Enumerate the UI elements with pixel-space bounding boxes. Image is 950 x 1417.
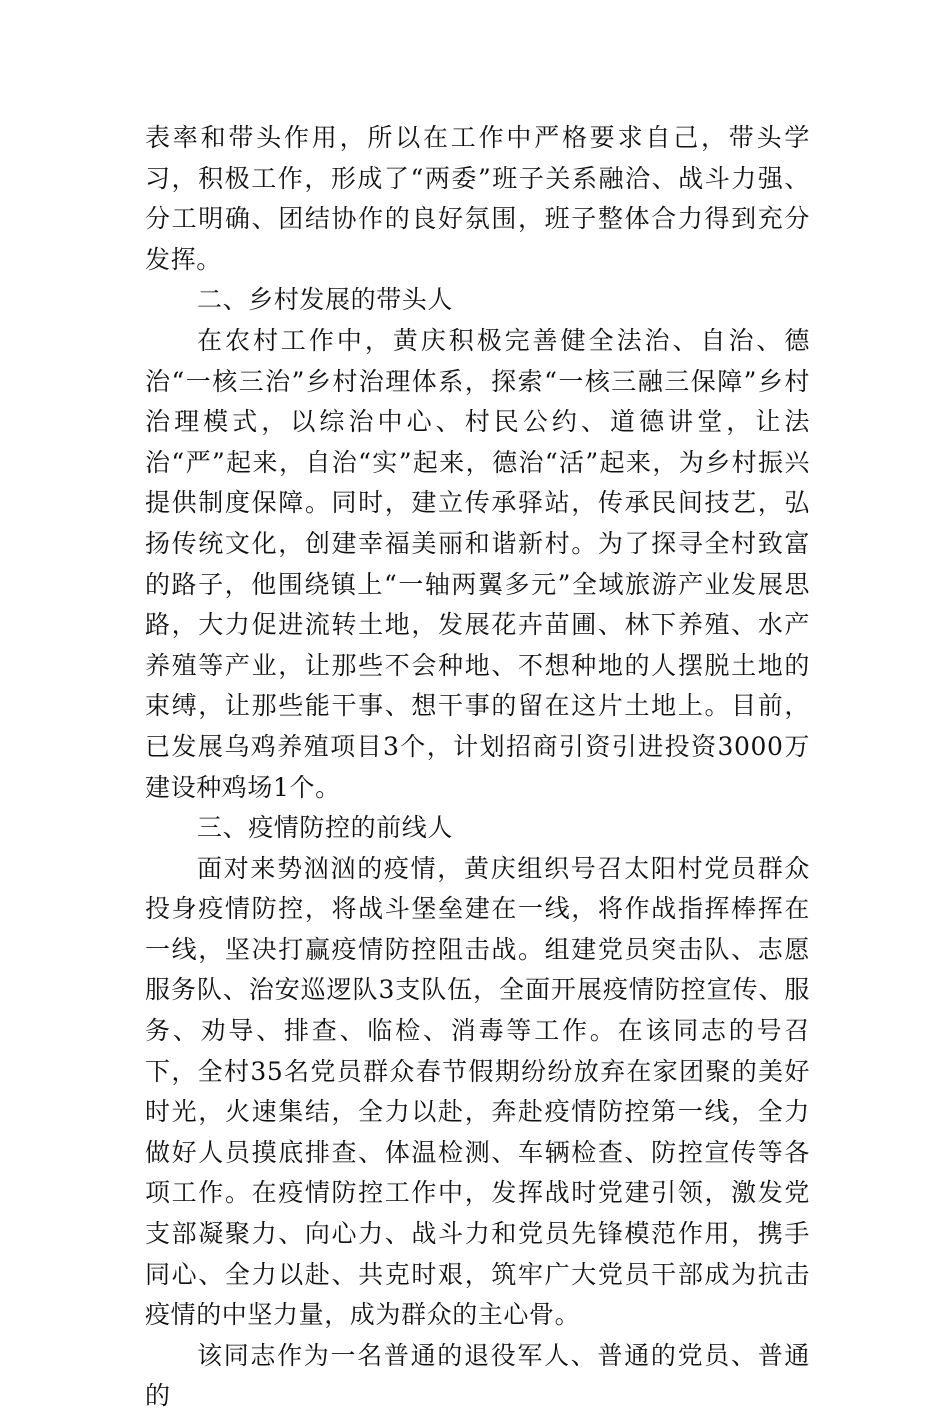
section-heading-rural-development: 二、乡村发展的带头人 — [197, 285, 454, 315]
body-paragraph-rural-governance: 在农村工作中，黄庆积极完善健全法治、自治、德治“一核三治”乡村治理体系，探索“一核三融三保障”乡村治理模式，以综治中心、村民公约、道德讲堂，让法治“严”起来，自治“实”起来，德治“活”起来，为乡村振兴提供制度保障。同时，建立传承驿站，传承民间技艺，弘扬传统文化，创建幸福美丽和谐新村。为了探寻全村致富的路子，他围绕镇上“一轴两翼多元”全域旅游产业发展思路，大力促进流转土地，发展花卉苗圃、林下养殖、水产养殖等产业，让那些不会种地、不想种地的人摆脱土地的束缚，让那些能干事、想干事的留在这片土地上。目前，已发展乌鸡养殖项目3个，计划招商引资引进投资3000万建设种鸡场1个。 — [145, 325, 810, 802]
body-paragraph-summary: 该同志作为一名普通的退役军人、普通的党员、普通的 — [145, 1340, 810, 1411]
section-heading-epidemic-control: 三、疫情防控的前线人 — [197, 813, 454, 843]
continuation-paragraph: 表率和带头作用，所以在工作中严格要求自己，带头学习，积极工作，形成了“两委”班子关系融洽、战斗力强、分工明确、团结协作的良好氛围，班子整体合力得到充分发挥。 — [145, 123, 810, 274]
body-paragraph-epidemic-control: 面对来势汹汹的疫情，黄庆组织号召太阳村党员群众投身疫情防控，将战斗堡垒建在一线，将作战指挥棒挥在一线，坚决打赢疫情防控阻击战。组建党员突击队、志愿服务队、治安巡逻队3支队伍，全面开展疫情防控宣传、服务、劝导、排查、临检、消毒等工作。在该同志的号召下，全村35名党员群众春节假期纷纷放弃在家团聚的美好时光，火速集结，全力以赴，奔赴疫情防控第一线，全力做好人员摸底排查、体温检测、车辆检查、防控宣传等各项工作。在疫情防控工作中，发挥战时党建引领，激发党支部凝聚力、向心力、战斗力和党员先锋模范作用，携手同心、全力以赴、共克时艰，筑牢广大党员干部成为抗击疫情的中坚力量，成为群众的主心骨。 — [145, 853, 810, 1330]
document-body — [145, 118, 810, 1417]
